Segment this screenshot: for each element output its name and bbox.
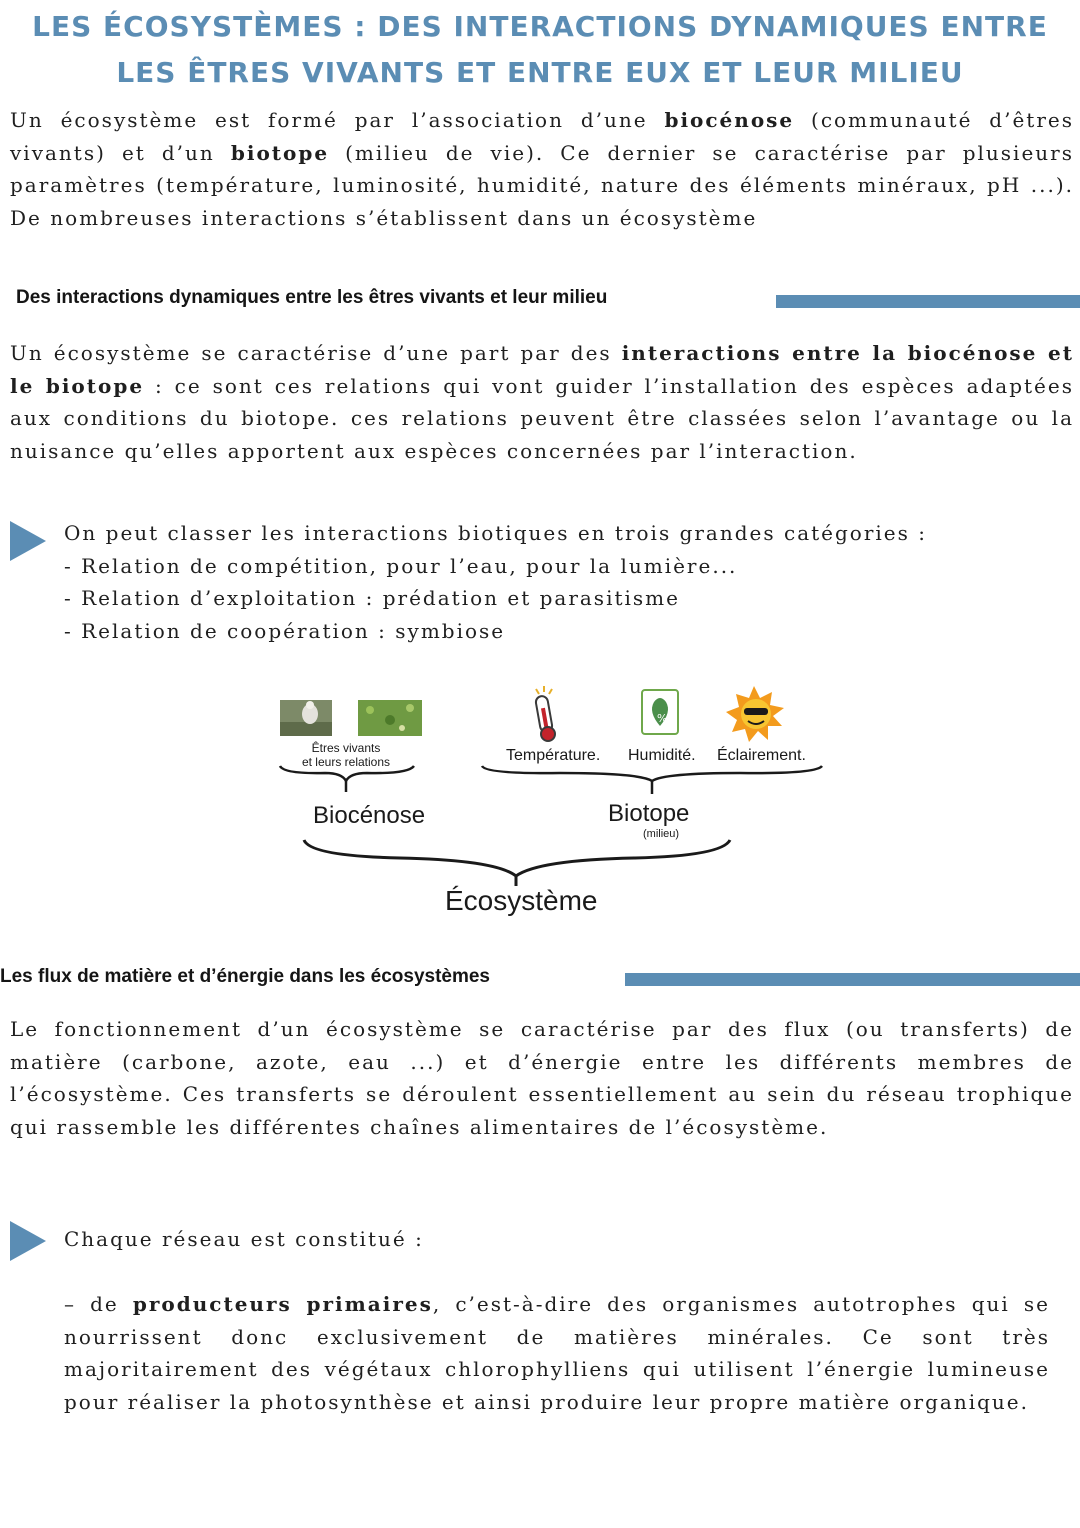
network-intro-text: Chaque réseau est constitué : xyxy=(64,1227,424,1251)
living-label-line-1: Êtres vivants xyxy=(311,741,381,755)
interactions-term: interactions entre la biocénose et le biotope xyxy=(10,341,1074,398)
categories-intro: On peut classer les interactions biotiques en trois grandes catégories : xyxy=(64,521,927,545)
ecosystem-diagram xyxy=(270,680,830,925)
producers-text-2: , c’est-à-dire des organismes autotrophes qui se nourrissent donc exclusivement de matières minérales. Ce sont très majoritairement des végétaux chlorophylliens qui utilisent l’énergie lumineuse pour réaliser la photosynthèse et ainsi produire leur propre matière organique. xyxy=(64,1292,1050,1414)
section-heading-interactions: Des interactions dynamiques entre les êtres vivants et leur milieu xyxy=(16,287,608,308)
intro-text-2: (communauté d’êtres vivants) et d’un xyxy=(10,108,1074,165)
title-line-2: LES ÊTRES VIVANTS ET ENTRE EUX ET LEUR MILIEU xyxy=(116,56,964,89)
plant-photo-icon xyxy=(358,700,422,736)
flux-paragraph: Le fonctionnement d’un écosystème se caractérise par des flux (ou transferts) de matière (carbone, azote, eau ...) et d’énergie entre les différents membres de l’écosystème. Ces transferts se déroulent essentiellement au sein du réseau trophique qui rassemble les différentes chaînes alimentaires de l’écosystème. xyxy=(10,1017,1074,1139)
humidity-label: Humidité. xyxy=(628,747,696,764)
thermometer-icon xyxy=(535,686,555,741)
intro-term-biotope: biotope xyxy=(230,140,330,165)
interactions-text-2: : ce sont ces relations qui vont guider l’installation des espèces adaptées aux conditions du biotope. ces relations peuvent être classées selon l’avantage ou la nuisance qu’elles apportent aux espèces concernées par l’interaction. xyxy=(10,373,1074,463)
producers-item xyxy=(64,1288,1050,1418)
lighting-label: Éclairement. xyxy=(717,747,806,764)
biotope-sub-label: (milieu) xyxy=(643,828,680,840)
arrow-bullet-icon xyxy=(10,1221,46,1261)
title-line-1: LES ÉCOSYSTÈMES : DES INTERACTIONS DYNAMIQUES ENTRE xyxy=(32,10,1048,43)
interactions-paragraph xyxy=(10,337,1074,467)
intro-term-biocenose: biocénose xyxy=(664,108,795,132)
biocenose-label: Biocénose xyxy=(313,802,426,829)
page-title xyxy=(0,4,1080,96)
intro-paragraph xyxy=(10,104,1074,234)
category-item: - Relation de compétition, pour l’eau, pour la lumière... xyxy=(64,553,738,578)
section-heading-flux: Les flux de matière et d’énergie dans les écosystèmes xyxy=(0,966,491,987)
intro-text-1: Un écosystème est formé par l’association d’une xyxy=(10,108,665,132)
animal-photo-icon xyxy=(280,700,332,736)
producers-term: producteurs primaires xyxy=(132,1292,433,1316)
arrow-bullet-icon xyxy=(10,521,46,561)
producers-text-1: – de xyxy=(64,1292,133,1316)
network-intro xyxy=(64,1223,1054,1256)
living-label-line-2: et leurs relations xyxy=(301,755,391,769)
humidity-icon xyxy=(642,690,678,734)
living-beings-label xyxy=(296,741,396,769)
category-item: - Relation d’exploitation : prédation et parasitisme xyxy=(64,586,680,611)
interaction-categories xyxy=(64,517,1054,647)
interactions-text-1: Un écosystème se caractérise d’une part par des xyxy=(10,341,622,365)
sun-icon xyxy=(726,686,784,742)
section-divider-bar xyxy=(776,295,1080,308)
biotope-label: Biotope xyxy=(608,800,690,827)
temperature-label: Température. xyxy=(506,747,601,764)
intro-text-3: (milieu de vie). Ce dernier se caractérise par plusieurs paramètres (température, luminosité, humidité, nature des éléments minéraux, pH ...). De nombreuses interactions s’établissent dans un écosystème xyxy=(10,140,1074,230)
ecosysteme-label: Écosystème xyxy=(445,885,598,916)
svg-text:%: % xyxy=(657,712,668,725)
section-divider-bar xyxy=(625,973,1080,986)
category-item: - Relation de coopération : symbiose xyxy=(64,618,506,643)
